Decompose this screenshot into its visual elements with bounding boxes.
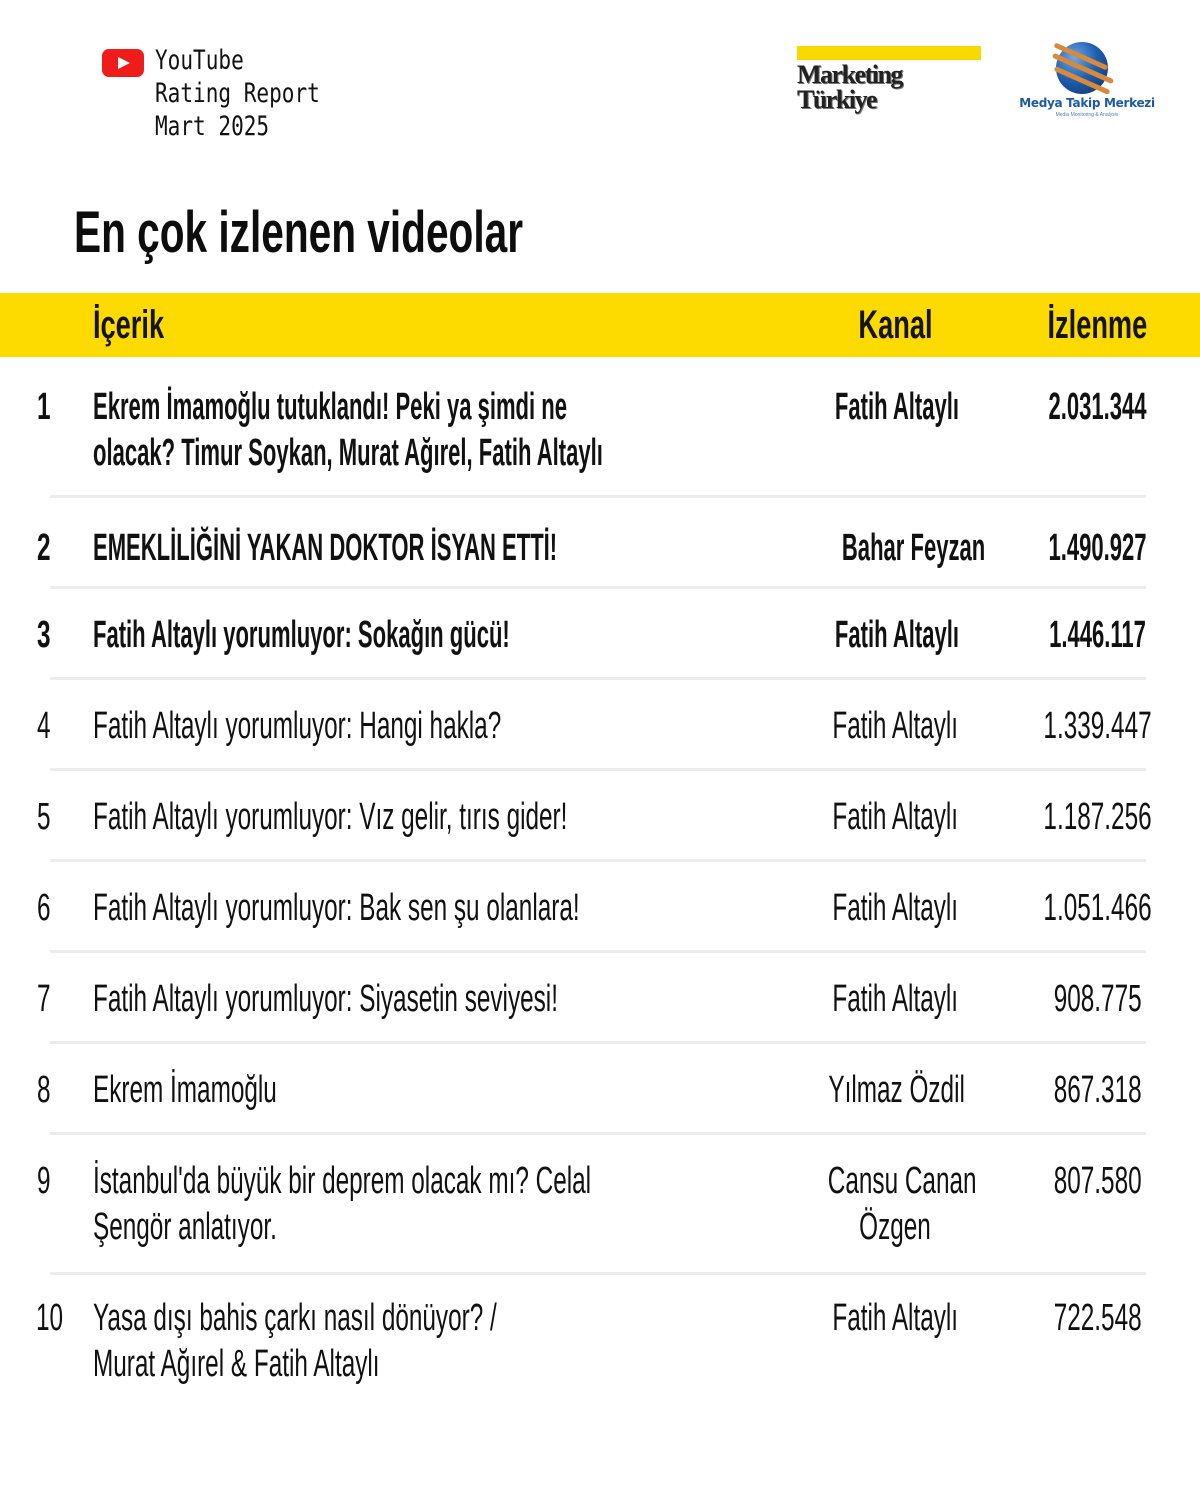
row-rank: 8	[37, 1069, 51, 1111]
table-body	[0, 357, 1200, 1405]
column-header-content: İçerik	[93, 303, 165, 347]
youtube-play-icon	[102, 49, 144, 77]
column-header-channel: Kanal	[857, 303, 933, 347]
row-channel: Fatih Altaylı	[832, 1297, 958, 1339]
row-title: İstanbul'da büyük bir deprem olacak mı? Celal Şengör anlatıyor.	[93, 1160, 592, 1248]
row-rank: 9	[37, 1160, 51, 1202]
report-brand: YouTube	[155, 45, 244, 76]
row-rank: 7	[37, 978, 51, 1020]
row-rank: 6	[37, 887, 51, 929]
row-rank: 1	[37, 386, 51, 428]
row-rank: 5	[37, 796, 51, 838]
row-title: Fatih Altaylı yorumluyor: Vız gelir, tırıs gider!	[93, 796, 568, 838]
table-header	[0, 293, 1200, 357]
table-row	[0, 1044, 1200, 1135]
row-channel: Fatih Altaylı	[832, 705, 958, 747]
row-rank: 3	[37, 614, 51, 656]
row-channel: Yılmaz Özdil	[828, 1069, 965, 1111]
row-title: Fatih Altaylı yorumluyor: Bak sen şu olanlara!	[93, 887, 580, 929]
medya-takip-merkezi-logo	[1012, 40, 1162, 125]
row-title: Ekrem İmamoğlu tutuklandı! Peki ya şimdi ne olacak? Timur Soykan, Murat Ağırel, Fatih Altaylı	[93, 386, 603, 474]
logo-subtitle: Media Monitoring & Analysis	[1055, 112, 1119, 118]
table-row	[0, 357, 1200, 498]
row-rank: 2	[37, 527, 51, 569]
row-channel: Fatih Altaylı	[834, 614, 960, 656]
row-title: EMEKLİLİĞİNİ YAKAN DOKTOR İSYAN ETTİ!	[93, 527, 558, 569]
row-title: Ekrem İmamoğlu	[93, 1069, 277, 1111]
page-title: En çok izlenen videolar	[74, 200, 524, 265]
row-channel: Fatih Altaylı	[834, 386, 960, 428]
row-views: 807.580	[1053, 1160, 1142, 1202]
report-header-text	[155, 44, 366, 143]
table-row	[0, 589, 1200, 680]
table-row	[0, 680, 1200, 771]
row-views: 1.187.256	[1043, 796, 1152, 838]
logo-line-2: Türkiye	[797, 85, 877, 114]
table-row	[0, 1135, 1200, 1275]
column-header-views: İzlenme	[1047, 303, 1148, 347]
row-rank: 4	[37, 705, 51, 747]
row-channel: Fatih Altaylı	[832, 887, 958, 929]
row-title: Fatih Altaylı yorumluyor: Siyasetin seviyesi!	[93, 978, 558, 1020]
row-rank: 10	[36, 1297, 64, 1339]
row-views: 722.548	[1053, 1297, 1142, 1339]
row-channel: Bahar Feyzan	[841, 527, 986, 569]
logo-line-1: Marketing	[797, 60, 902, 89]
table-row	[0, 498, 1200, 589]
row-views: 1.339.447	[1043, 705, 1152, 747]
table-row	[0, 953, 1200, 1044]
row-title: Yasa dışı bahis çarkı nasıl dönüyor? / Murat Ağırel & Fatih Altaylı	[93, 1297, 497, 1385]
row-channel: Fatih Altaylı	[832, 796, 958, 838]
marketing-turkiye-logo	[797, 46, 981, 126]
row-views: 867.318	[1053, 1069, 1142, 1111]
row-views: 2.031.344	[1048, 386, 1147, 428]
row-title: Fatih Altaylı yorumluyor: Hangi hakla?	[93, 705, 502, 747]
row-channel: Cansu Canan Özgen	[827, 1160, 977, 1248]
row-views: 1.490.927	[1048, 527, 1147, 569]
row-channel: Fatih Altaylı	[832, 978, 958, 1020]
row-title: Fatih Altaylı yorumluyor: Sokağın gücü!	[93, 614, 510, 656]
row-views: 1.446.117	[1049, 614, 1146, 656]
table-row	[0, 771, 1200, 862]
report-name: Rating Report	[155, 78, 320, 109]
report-period: Mart 2025	[155, 111, 270, 142]
logo-accent-bar	[797, 46, 981, 60]
row-views: 908.775	[1053, 978, 1142, 1020]
logo-name: Medya Takip Merkezi	[1019, 96, 1155, 110]
table-row	[0, 1275, 1200, 1405]
row-views: 1.051.466	[1043, 887, 1152, 929]
table-row	[0, 862, 1200, 953]
